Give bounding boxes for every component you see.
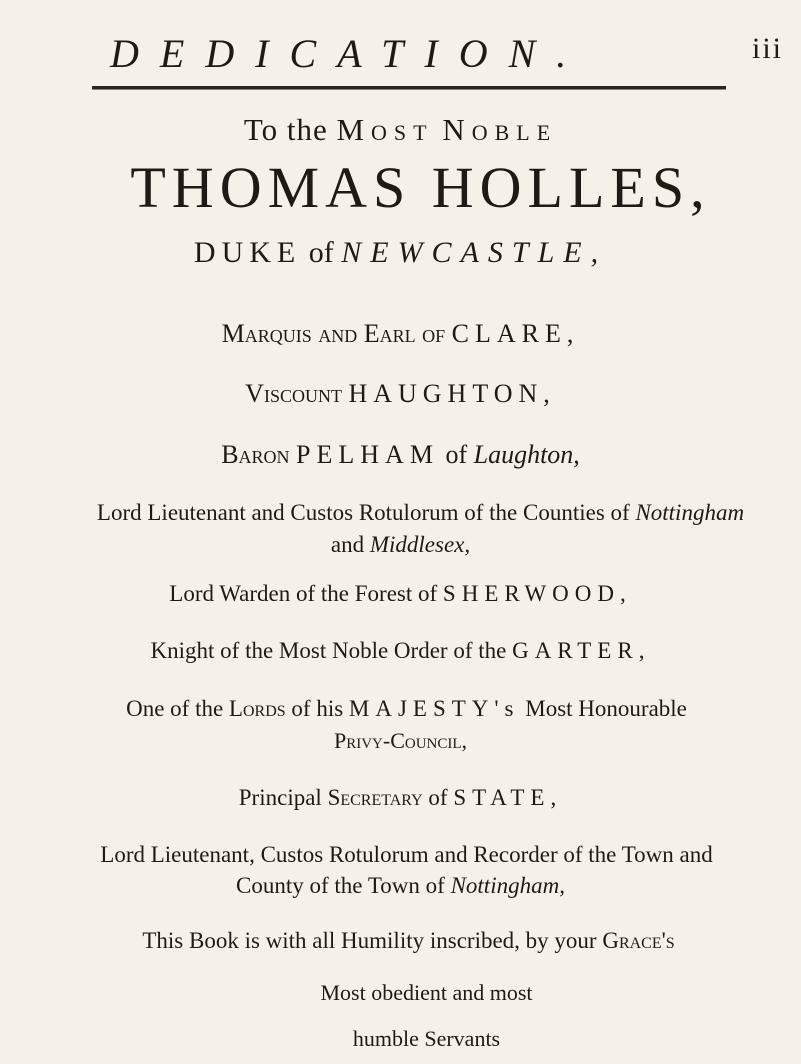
duke-text: DUKE	[193, 236, 302, 269]
knight-prefix: Knight of the Most Noble Order of the	[150, 638, 507, 663]
viscount-prefix: Viscount	[245, 379, 342, 408]
and-text: and	[330, 532, 365, 557]
secretary-line	[0, 785, 801, 811]
clare-text: CLARE,	[451, 319, 580, 348]
marquis-prefix: Marquis and Earl of	[221, 319, 446, 348]
header-rule	[92, 86, 726, 90]
pelham-text: PELHAM	[296, 440, 439, 469]
middlesex-text: Middlesex,	[369, 532, 471, 557]
baron-prefix: Baron	[221, 440, 290, 469]
privy-council-text: Privy-Council,	[333, 728, 468, 753]
lieutenant-line-2: Lord Lieutenant, Custos Rotulorum and Recorder of the Town and	[100, 842, 713, 867]
sherwood-text: SHERWOOD,	[442, 581, 632, 606]
dedicatee-name: THOMAS HOLLES,	[130, 155, 711, 220]
lords-text: Lords	[228, 696, 286, 721]
nottingham-1-text: Nottingham	[635, 500, 745, 525]
warden-prefix: Lord Warden of the Forest of	[169, 581, 438, 606]
knight-line	[0, 638, 801, 664]
obedient-line: Most obedient and most	[320, 980, 533, 1005]
honourable-text: Most Honourable	[525, 696, 687, 721]
duke-line	[0, 236, 801, 270]
grace-text: Grace's	[602, 928, 675, 953]
laughton-text: Laughton,	[473, 440, 580, 469]
of-state-text: of	[428, 785, 448, 810]
to-the-text: To the	[243, 112, 328, 147]
marquis-line	[0, 319, 801, 349]
warden-line	[0, 581, 801, 607]
nottingham-2-text: Nottingham,	[450, 873, 565, 898]
most-text: Most	[336, 112, 434, 147]
page-number: iii	[752, 32, 784, 65]
haughton-text: HAUGHTON,	[348, 379, 556, 408]
secretary-text: Secretary	[327, 785, 423, 810]
of-his-text: of his	[291, 696, 344, 721]
newcastle-text: NEWCASTLE,	[341, 236, 608, 269]
one-of-the-text: One of the	[126, 696, 224, 721]
baron-line	[0, 440, 801, 470]
state-text: STATE,	[453, 785, 563, 810]
lieutenant-line-1	[20, 500, 801, 526]
book-line-text: This Book is with all Humility inscribed, by your	[142, 928, 597, 953]
noble-text: Noble	[442, 112, 558, 147]
to-the-most-noble	[0, 112, 801, 148]
lieutenant-line-1b	[0, 532, 801, 558]
inscription-line	[8, 928, 801, 954]
lieutenant-1-text: Lord Lieutenant and Custos Rotulorum of the Counties of	[96, 500, 630, 525]
viscount-line	[0, 379, 801, 409]
lieutenant-line-2b	[0, 873, 801, 899]
header-title: DEDICATION.	[110, 31, 588, 76]
of-text: of	[308, 236, 334, 269]
privy-council-line-1	[6, 696, 801, 722]
humble-servants-line: humble Servants	[352, 1026, 501, 1051]
principal-text: Principal	[238, 785, 322, 810]
county-of-town-text: County of the Town of	[236, 873, 445, 898]
majesty-text: MAJESTY's	[348, 696, 520, 721]
garter-text: GARTER,	[512, 638, 651, 663]
running-header	[110, 30, 710, 76]
of-word: of	[445, 440, 468, 469]
